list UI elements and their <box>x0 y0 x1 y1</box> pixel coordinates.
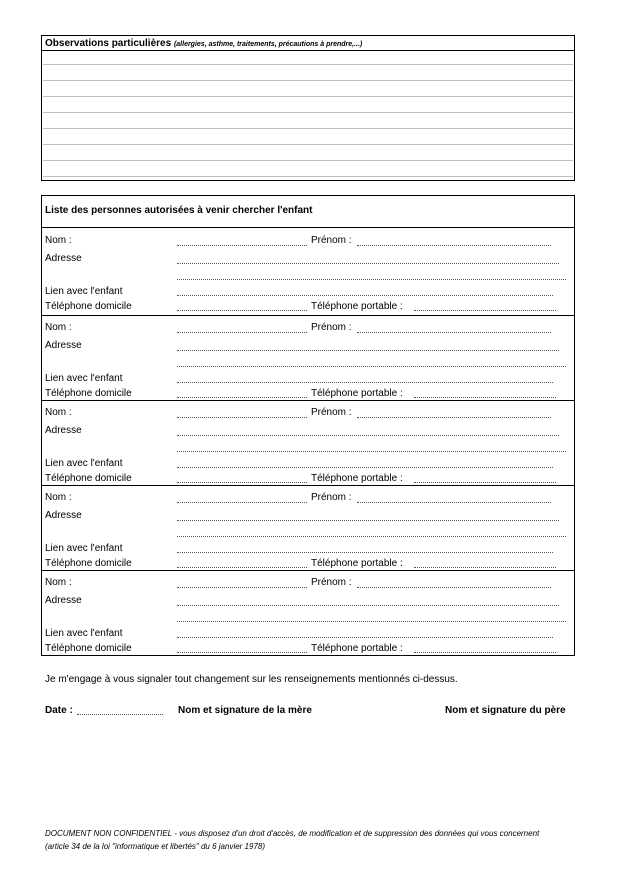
tel-domicile-label: Téléphone domicile <box>45 643 132 654</box>
tel-domicile-label: Téléphone domicile <box>45 388 132 399</box>
observations-header <box>45 38 362 51</box>
adresse-line-1[interactable] <box>177 520 559 521</box>
tel-portable-field[interactable] <box>414 652 556 653</box>
tel-domicile-label: Téléphone domicile <box>45 301 132 312</box>
lien-label: Lien avec l'enfant <box>45 628 123 639</box>
lien-field[interactable] <box>177 295 553 296</box>
prenom-field[interactable] <box>357 332 551 333</box>
prenom-label: Prénom : <box>311 235 352 246</box>
prenom-label: Prénom : <box>311 407 352 418</box>
adresse-label: Adresse <box>45 340 82 351</box>
tel-portable-field[interactable] <box>414 310 556 311</box>
lien-field[interactable] <box>177 637 553 638</box>
observations-title: Observations particulières <box>45 38 172 49</box>
observations-subtitle: (allergies, asthme, traitements, précautions à prendre,...) <box>173 41 363 48</box>
mother-signature-label: Nom et signature de la mère <box>178 705 312 716</box>
tel-domicile-field[interactable] <box>177 482 307 483</box>
father-signature-label: Nom et signature du père <box>445 705 566 716</box>
observation-line[interactable] <box>43 80 573 81</box>
prenom-field[interactable] <box>357 587 551 588</box>
observation-line[interactable] <box>43 160 573 161</box>
adresse-line-1[interactable] <box>177 263 559 264</box>
date-label: Date : <box>45 705 73 716</box>
tel-portable-label: Téléphone portable : <box>311 388 403 399</box>
lien-label: Lien avec l'enfant <box>45 543 123 554</box>
adresse-line-1[interactable] <box>177 435 559 436</box>
adresse-line-1[interactable] <box>177 605 559 606</box>
observation-line[interactable] <box>43 112 573 113</box>
prenom-field[interactable] <box>357 417 551 418</box>
nom-label: Nom : <box>45 322 72 333</box>
adresse-line-2[interactable] <box>177 451 566 452</box>
lien-field[interactable] <box>177 467 553 468</box>
person-block-divider <box>41 400 575 401</box>
nom-label: Nom : <box>45 577 72 588</box>
adresse-label: Adresse <box>45 595 82 606</box>
person-block-divider <box>41 570 575 571</box>
lien-label: Lien avec l'enfant <box>45 458 123 469</box>
prenom-label: Prénom : <box>311 322 352 333</box>
date-field[interactable] <box>77 714 163 715</box>
tel-portable-label: Téléphone portable : <box>311 301 403 312</box>
tel-portable-label: Téléphone portable : <box>311 558 403 569</box>
nom-field[interactable] <box>177 245 307 246</box>
nom-label: Nom : <box>45 235 72 246</box>
observation-line[interactable] <box>43 144 573 145</box>
adresse-label: Adresse <box>45 510 82 521</box>
nom-label: Nom : <box>45 492 72 503</box>
tel-portable-field[interactable] <box>414 397 556 398</box>
tel-domicile-label: Téléphone domicile <box>45 558 132 569</box>
adresse-label: Adresse <box>45 253 82 264</box>
adresse-line-2[interactable] <box>177 621 566 622</box>
lien-field[interactable] <box>177 552 553 553</box>
observation-line[interactable] <box>43 176 573 177</box>
prenom-field[interactable] <box>357 245 551 246</box>
nom-field[interactable] <box>177 587 307 588</box>
observation-line[interactable] <box>43 64 573 65</box>
tel-portable-label: Téléphone portable : <box>311 473 403 484</box>
tel-domicile-field[interactable] <box>177 652 307 653</box>
person-block-divider <box>41 485 575 486</box>
tel-domicile-label: Téléphone domicile <box>45 473 132 484</box>
adresse-line-2[interactable] <box>177 536 566 537</box>
observation-line[interactable] <box>43 96 573 97</box>
footer-notice: DOCUMENT NON CONFIDENTIEL - vous disposez d'un droit d'accès, de modification et de suppression des données qui vous concernent (article 34 de la loi "informatique et libertés" du 6 janvier 1978) <box>45 829 540 851</box>
tel-portable-field[interactable] <box>414 482 556 483</box>
adresse-label: Adresse <box>45 425 82 436</box>
lien-label: Lien avec l'enfant <box>45 373 123 384</box>
person-block-divider <box>41 315 575 316</box>
prenom-field[interactable] <box>357 502 551 503</box>
authorized-title: Liste des personnes autorisées à venir chercher l'enfant <box>45 205 313 216</box>
nom-field[interactable] <box>177 332 307 333</box>
tel-portable-label: Téléphone portable : <box>311 643 403 654</box>
nom-field[interactable] <box>177 417 307 418</box>
nom-label: Nom : <box>45 407 72 418</box>
tel-domicile-field[interactable] <box>177 310 307 311</box>
authorized-header-divider <box>41 227 575 228</box>
engagement-text: Je m'engage à vous signaler tout changement sur les renseignements mentionnés ci-dessus. <box>45 674 458 685</box>
adresse-line-2[interactable] <box>177 279 566 280</box>
prenom-label: Prénom : <box>311 492 352 503</box>
lien-field[interactable] <box>177 382 553 383</box>
adresse-line-1[interactable] <box>177 350 559 351</box>
tel-domicile-field[interactable] <box>177 567 307 568</box>
adresse-line-2[interactable] <box>177 366 566 367</box>
nom-field[interactable] <box>177 502 307 503</box>
tel-domicile-field[interactable] <box>177 397 307 398</box>
lien-label: Lien avec l'enfant <box>45 286 123 297</box>
prenom-label: Prénom : <box>311 577 352 588</box>
observation-line[interactable] <box>43 128 573 129</box>
tel-portable-field[interactable] <box>414 567 556 568</box>
